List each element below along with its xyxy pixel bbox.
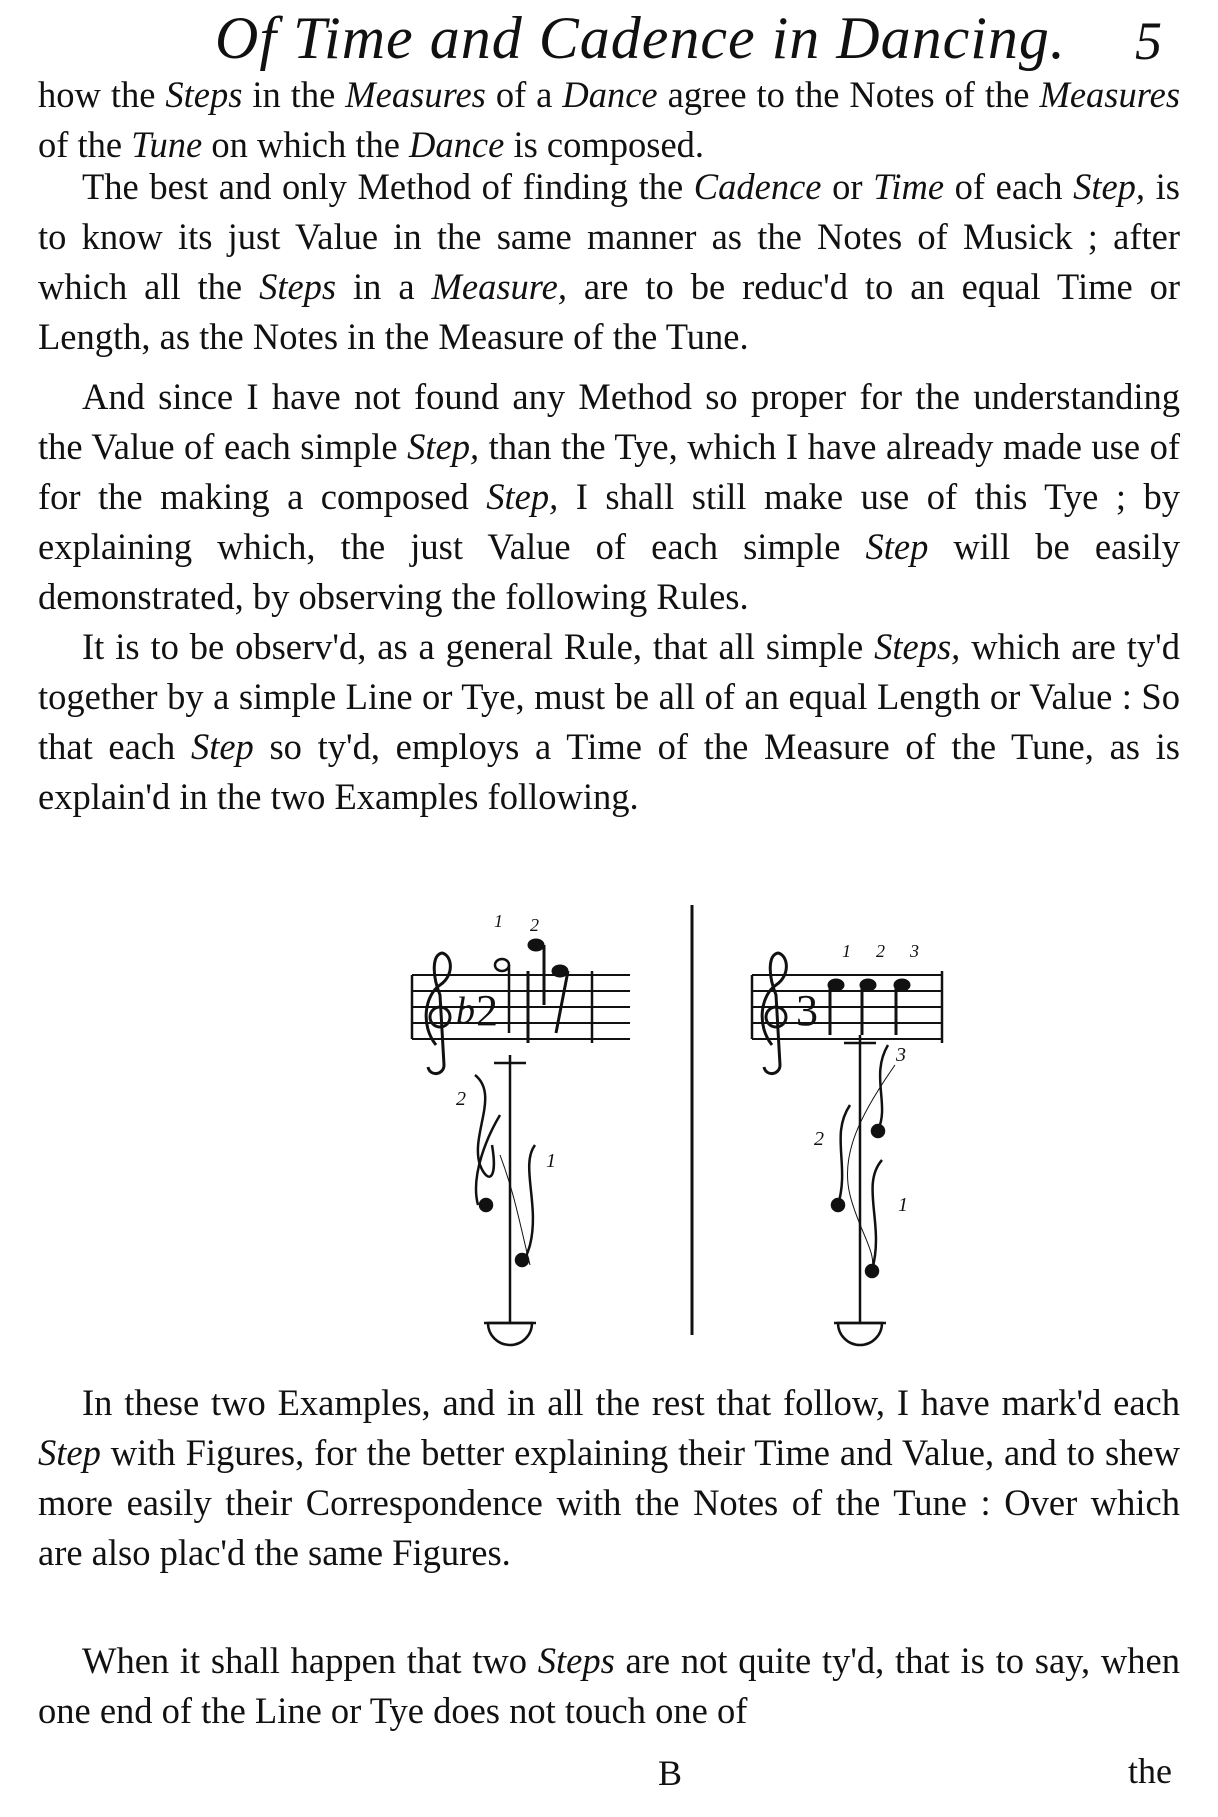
- italic-run: Tune: [131, 124, 203, 165]
- text-run: are to be reduc'd to an equal Time or Length, as the Notes in the Measure of the Tune.: [38, 266, 1181, 357]
- paragraph-4: [38, 622, 1180, 822]
- text-run: so ty'd, employs a Time of the Measure of the Tune, as is explain'd in the two Examples following.: [38, 726, 1180, 817]
- left-step-number: 1: [546, 1150, 556, 1172]
- italic-run: Steps,: [874, 626, 961, 667]
- text-run: on which the: [202, 124, 410, 165]
- text-run: is composed.: [504, 124, 705, 165]
- italic-run: Step: [38, 1432, 101, 1473]
- left-note-number: 1: [494, 911, 503, 931]
- text-run: or: [821, 166, 874, 207]
- catchword: the: [1128, 1751, 1172, 1791]
- text-run: in a: [336, 266, 432, 307]
- right-note-number: 1: [842, 941, 851, 961]
- italic-run: Time: [873, 166, 945, 207]
- italic-run: Dance: [562, 74, 658, 115]
- text-run: is to know its just Value in the same manner as the Notes of Musick ; after which all the: [38, 166, 1180, 307]
- text-run: which are ty'd together by a simple Line or Tye, must be all of an equal Length or Value : So that each: [38, 626, 1180, 767]
- left-time-signature: 2: [476, 986, 498, 1035]
- right-treble-clef-icon: [762, 953, 786, 1074]
- paragraph-2: [38, 162, 1180, 362]
- italic-run: Cadence: [693, 166, 822, 207]
- paragraph-1: [38, 70, 1180, 170]
- text-run: with Figures, for the better explaining their Time and Value, and to shew more easily their Correspondence with the Notes of the Tune : Over which are also plac'd the same Figures.: [38, 1432, 1180, 1573]
- page-header: [0, 4, 1218, 74]
- left-step-number: 2: [456, 1088, 466, 1110]
- text-run: than the Tye, which I have already made use of for the making a composed: [38, 426, 1180, 517]
- italic-run: Measure,: [431, 266, 567, 307]
- text-run: When it shall happen that two: [82, 1640, 538, 1681]
- text-run: are not quite ty'd, that is to say, when one end of the Line or Tye does not touch one of: [38, 1640, 1180, 1731]
- paragraph-6: [38, 1636, 1180, 1736]
- left-step-notation: [475, 1055, 536, 1345]
- right-step-number: 2: [814, 1128, 824, 1150]
- right-step-notation: [832, 1035, 895, 1345]
- text-run: in the: [242, 74, 346, 115]
- dance-notation-figure: [0, 905, 1218, 1355]
- text-run: of each: [944, 166, 1074, 207]
- left-note-number: 2: [530, 915, 539, 935]
- paragraph-3: [38, 372, 1180, 622]
- italic-run: Measures: [1039, 74, 1181, 115]
- text-run: In these two Examples, and in all the rest that follow, I have mark'd each: [82, 1382, 1180, 1423]
- right-time-signature: 3: [796, 986, 818, 1035]
- text-run: of the: [38, 124, 132, 165]
- running-head: Of Time and Cadence in Dancing.: [215, 5, 1066, 71]
- italic-run: Step,: [1073, 166, 1146, 207]
- italic-run: Dance: [409, 124, 505, 165]
- text-run: agree to the Notes of the: [657, 74, 1040, 115]
- text-run: of a: [485, 74, 563, 115]
- left-treble-clef-icon: [426, 953, 450, 1074]
- right-note-number: 3: [910, 941, 919, 961]
- text-run: will be easily demonstrated, by observing the following Rules.: [38, 526, 1180, 617]
- right-step-number: 1: [898, 1194, 908, 1216]
- italic-run: Step: [865, 526, 929, 567]
- paragraph-5: [38, 1378, 1180, 1578]
- left-notes: [495, 939, 568, 1033]
- text-run: And since I have not found any Method so proper for the understanding the Value of each simple: [38, 376, 1180, 467]
- right-note-number: 2: [876, 941, 885, 961]
- italic-run: Step,: [486, 476, 559, 517]
- italic-run: Step: [190, 726, 254, 767]
- text-run: how the: [38, 74, 166, 115]
- italic-run: Step,: [407, 426, 480, 467]
- text-run: It is to be observ'd, as a general Rule, that all simple: [82, 626, 875, 667]
- signature-mark: B: [658, 1753, 683, 1793]
- italic-run: Steps: [537, 1640, 615, 1681]
- text-run: I shall still make use of this Tye ; by explaining which, the just Value of each simple: [38, 476, 1180, 567]
- italic-run: Steps: [259, 266, 337, 307]
- left-flat-sign: b: [456, 990, 475, 1032]
- italic-run: Steps: [165, 74, 243, 115]
- italic-run: Measures: [345, 74, 486, 115]
- right-step-number: 3: [896, 1044, 906, 1066]
- page-number: 5: [1135, 11, 1162, 71]
- text-run: The best and only Method of finding the: [82, 166, 694, 207]
